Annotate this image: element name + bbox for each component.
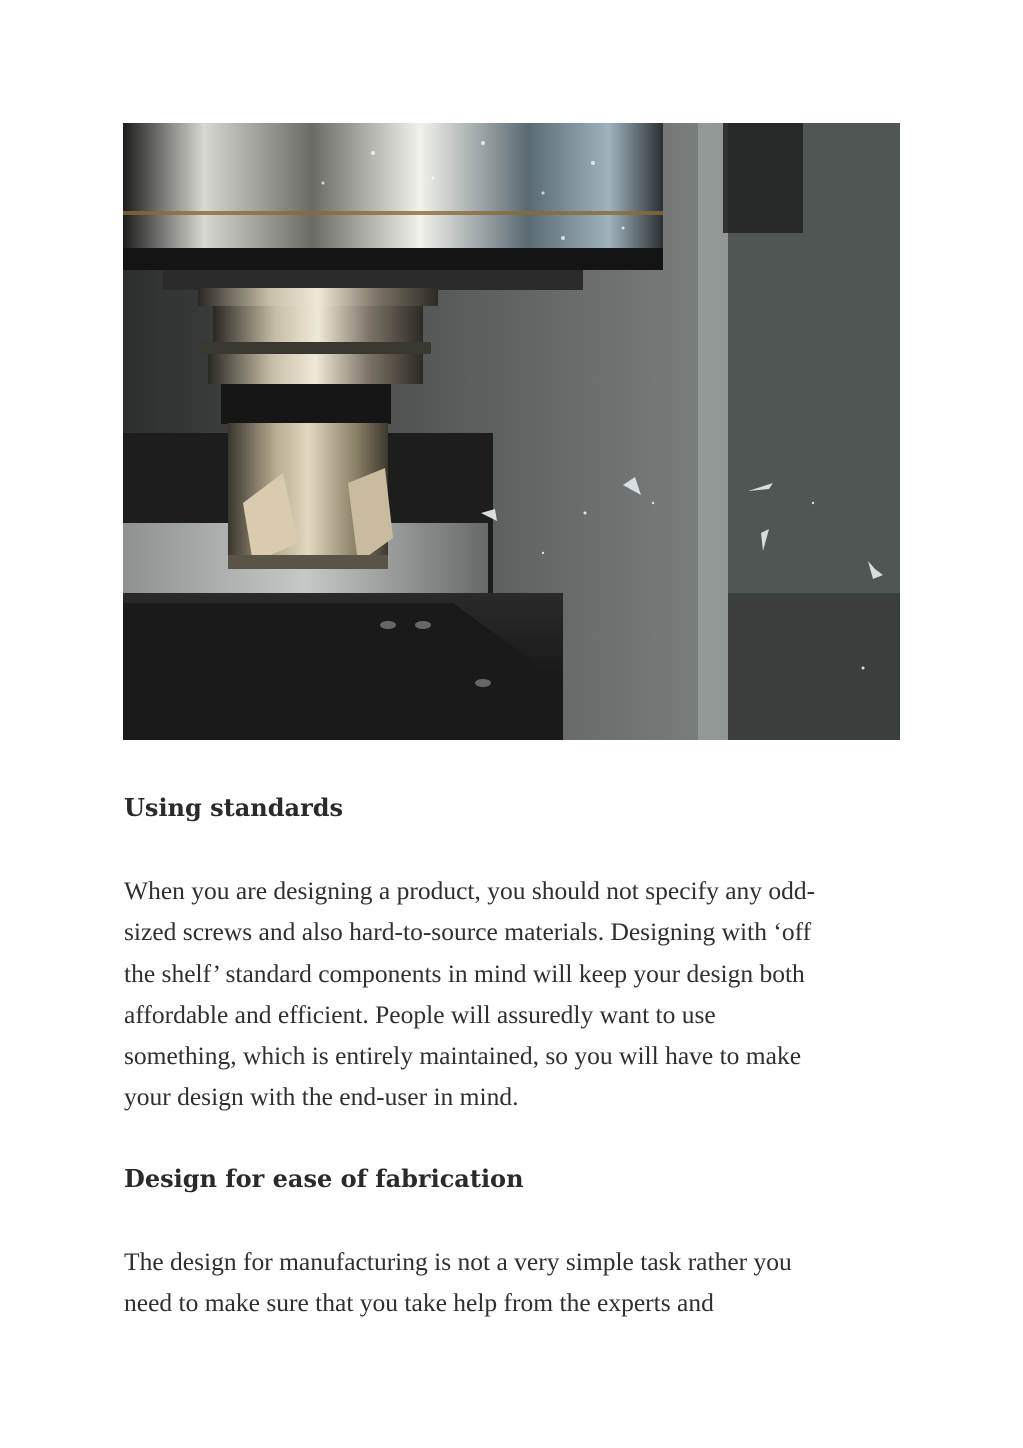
milling-machine-photo [123,123,900,740]
paragraph-line: the shelf’ standard components in mind will keep your design both [124,958,805,988]
paragraph-line: sized screws and also hard-to-source materials. Designing with ‘off [124,917,812,947]
paragraph-line: something, which is entirely maintained, so you will have to make [124,1041,802,1071]
section-paragraph-design-for-ease-of-fabrication [124,1241,894,1324]
paragraph-line: affordable and efficient. People will assuredly want to use [124,999,716,1029]
paragraph-line: When you are designing a product, you should not specify any odd- [124,876,816,905]
paragraph-line: The design for manufacturing is not a very simple task rather you [124,1247,792,1276]
paragraph-line: need to make sure that you take help from the experts and [124,1288,714,1318]
milling-machine-illustration [123,123,900,740]
section-heading-using-standards: Using standards [124,793,344,822]
section-heading-design-for-ease-of-fabrication: Design for ease of fabrication [124,1164,524,1193]
section-paragraph-using-standards [124,870,894,1118]
paragraph-line: your design with the end-user in mind. [124,1082,519,1112]
